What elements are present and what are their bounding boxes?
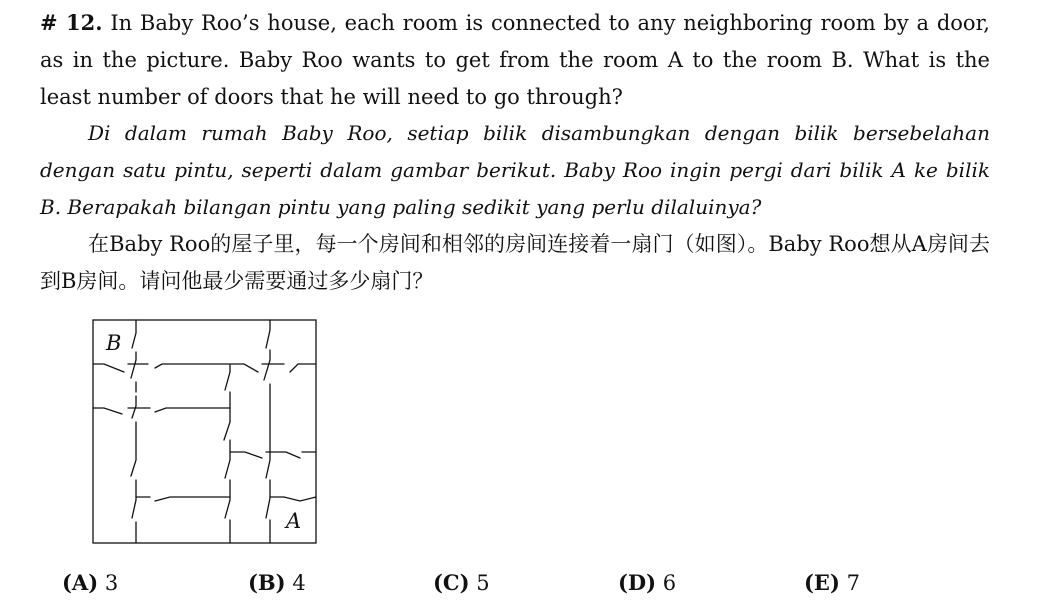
option-c-value: 5 xyxy=(476,571,490,595)
question-chinese xyxy=(40,226,990,300)
question-chinese-text: 在Baby Roo的屋子里，每一个房间和相邻的房间连接着一扇门（如图）。Baby Roo想从A房间去到B房间。请问他最少需要通过多少扇门？ xyxy=(40,232,990,293)
option-d-label: (D) xyxy=(618,570,657,595)
wall-v-1 xyxy=(131,320,136,543)
option-d[interactable] xyxy=(618,570,676,595)
answer-options xyxy=(0,570,1053,606)
question-malay-text: Di dalam rumah Baby Roo, setiap bilik disambungkan dengan bilik bersebelahan dengan satu pintu, seperti dalam gambar berikut. Baby Roo ingin pergi dari bilik A ke bilik B. Berapakah bilangan pintu yang paling sedikit yang perlu dilaluinya? xyxy=(40,121,990,219)
wall-h-4 xyxy=(136,497,316,501)
option-b-label: (B) xyxy=(248,570,286,595)
wall-v-2 xyxy=(224,365,230,543)
option-b-value: 4 xyxy=(292,571,306,595)
option-a-label: (A) xyxy=(62,570,99,595)
question-english-text: In Baby Roo’s house, each room is connected to any neighboring room by a door, as in the picture. Baby Roo wants to get from the room A to the room B. What is the least number of doors that he will need to go through? xyxy=(40,11,990,109)
option-e-label: (E) xyxy=(804,570,840,595)
option-a-value: 3 xyxy=(104,571,119,595)
wall-h-1 xyxy=(93,364,316,372)
option-e[interactable] xyxy=(804,570,860,595)
wall-v-3 xyxy=(264,320,270,543)
room-label-b: B xyxy=(106,331,122,355)
option-c[interactable] xyxy=(433,570,490,595)
wall-h-2 xyxy=(93,408,230,414)
option-e-value: 7 xyxy=(846,571,860,595)
question-number: # 12. xyxy=(40,10,103,35)
option-b[interactable] xyxy=(248,570,306,595)
question-english xyxy=(40,4,990,116)
outer-wall xyxy=(93,320,316,543)
option-d-value: 6 xyxy=(662,571,677,595)
question-malay xyxy=(40,115,990,226)
wall-h-3 xyxy=(230,452,316,458)
option-c-label: (C) xyxy=(433,570,470,595)
option-a[interactable] xyxy=(62,570,118,595)
house-floor-plan xyxy=(90,316,320,548)
room-label-a: A xyxy=(286,509,302,533)
